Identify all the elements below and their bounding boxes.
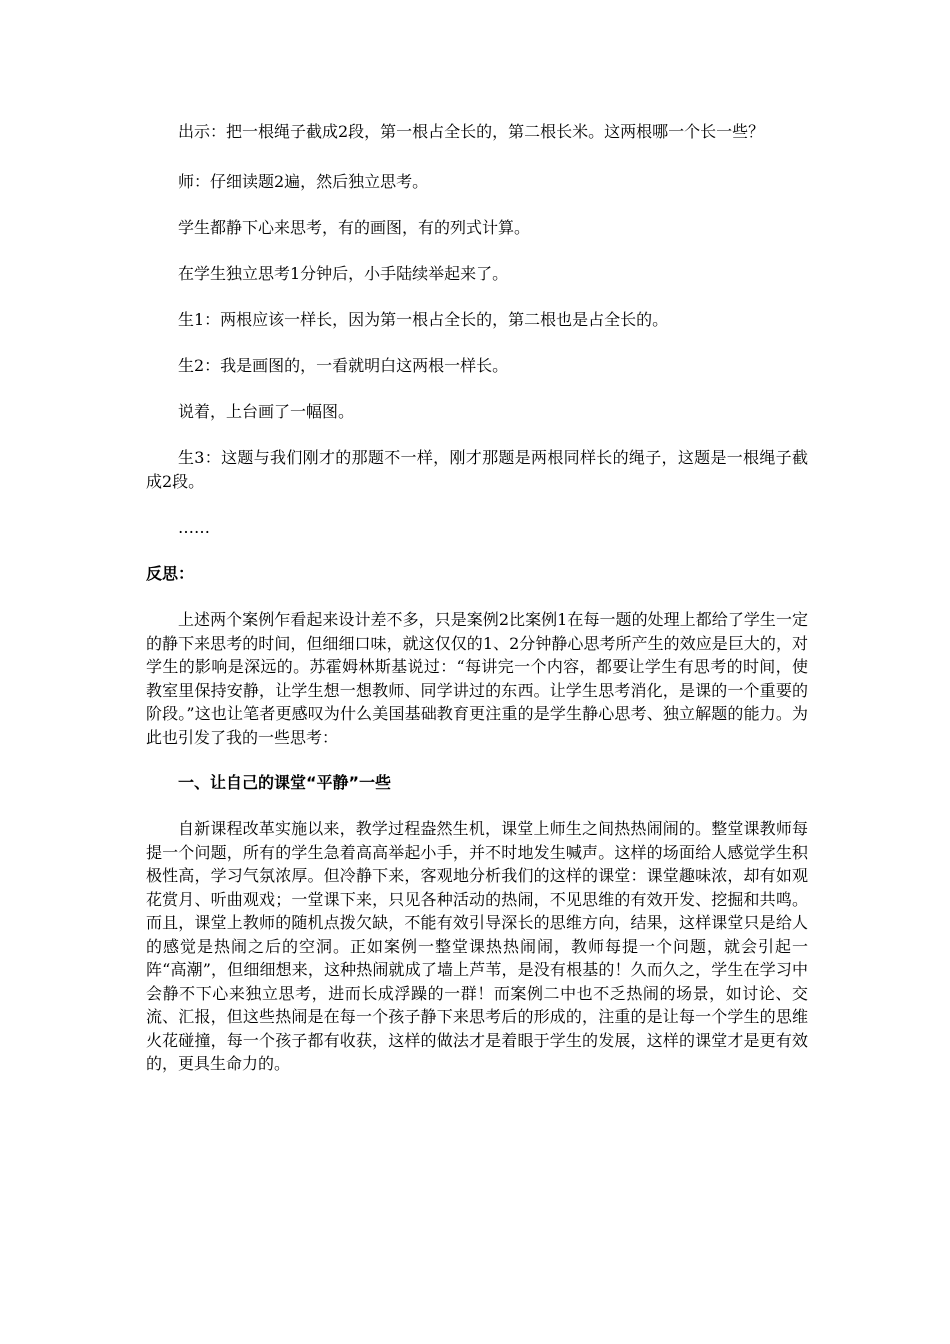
paragraph-hands-raised: 在学生独立思考1分钟后，小手陆续举起来了。 <box>178 264 509 283</box>
reflection-heading: 反思： <box>146 564 195 583</box>
reflection-body: 上述两个案例乍看起来设计差不多，只是案例2比案例1在每一题的处理上都给了学生一定的静下来思考的时间，但细细口味，就这仅仅的1、2分钟静心思考所产生的效应是巨大的，对学生的影响是深远的。苏霍姆林斯基说过：“每讲完一个内容，都要让学生有思考的时间，使教室里保持安静，让学生想一想教师、同学讲过的东西。让学生思考消化，是课的一个重要的阶段。”这也让笔者更感叹为什么美国基础教育更注重的是学生静心思考、独立解题的能力。为此也引发了我的一些思考： <box>146 610 808 747</box>
paragraph-problem: 出示：把一根绳子截成2段，第一根占全长的，第二根长米。这两根哪一个长一些？ <box>178 122 765 141</box>
paragraph-teacher: 师：仔细读题2遍，然后独立思考。 <box>178 172 429 191</box>
paragraph-student-3: 生3：这题与我们刚才的那题不一样，刚才那题是两根同样长的绳子，这题是一根绳子截成2段。 <box>146 448 808 491</box>
paragraph-drawing: 说着，上台画了一幅图。 <box>178 402 355 421</box>
paragraph-student-2: 生2：我是画图的，一看就明白这两根一样长。 <box>178 356 509 375</box>
section-1-body: 自新课程改革实施以来，教学过程盎然生机，课堂上师生之间热热闹闹的。整堂课教师每提一个问题，所有的学生急着高高举起小手，并不时地发生喊声。这样的场面给人感觉学生积极性高，学习气氛浓厚。但冷静下来，客观地分析我们的这样的课堂：课堂趣味浓，却有如观花赏月、听曲观戏；一堂课下来，只见各种活动的热闹，不见思维的有效开发、挖掘和共鸣。而且，课堂上教师的随机点拨欠缺，不能有效引导深长的思维方向，结果，这样课堂只是给人的感觉是热闹之后的空洞。正如案例一整堂课热热闹闹，教师每提一个问题，就会引起一阵“高潮”，但细细想来，这种热闹就成了墙上芦苇，是没有根基的！久而久之，学生在学习中会静不下心来独立思考，进而长成浮躁的一群！而案例二中也不乏热闹的场景，如讨论、交流、汇报，但这些热闹是在每一个孩子静下来思考后的形成的，注重的是让每一个学生的思维火花碰撞，每一个孩子都有收获，这样的做法才是着眼于学生的发展，这样的课堂才是更有效的，更具生命力的。 <box>146 819 808 1073</box>
paragraph-ellipsis: …… <box>178 518 210 537</box>
paragraph-students-thinking: 学生都静下心来思考，有的画图，有的列式计算。 <box>178 218 531 237</box>
paragraph-student-1: 生1：两根应该一样长，因为第一根占全长的，第二根也是占全长的。 <box>178 310 669 329</box>
section-1-heading: 一、让自己的课堂“平静”一些 <box>178 773 392 792</box>
document-page <box>146 120 808 1076</box>
